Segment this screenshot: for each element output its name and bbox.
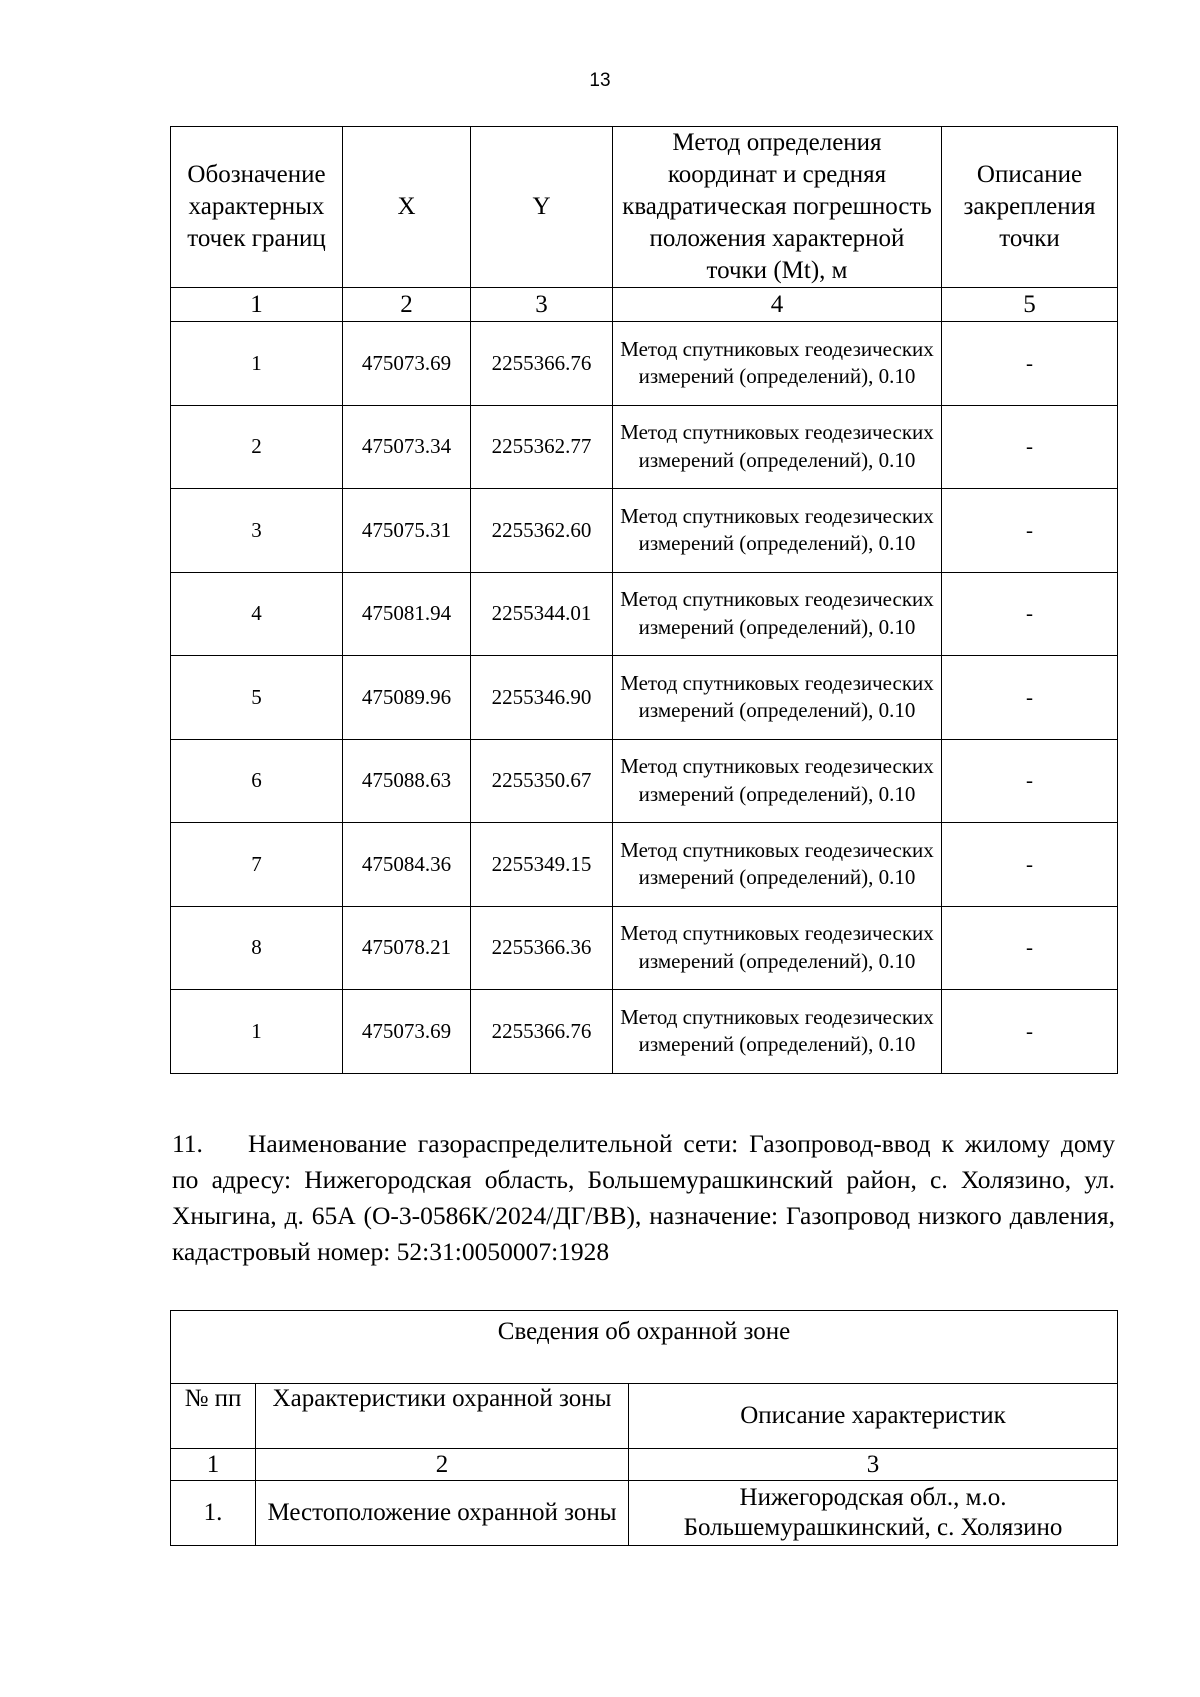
point-designation: 3 xyxy=(171,489,343,573)
header-method: Метод определения координат и средняя квадратическая погрешность положения характерной точки (Mt), м xyxy=(613,127,942,288)
header-point-designation: Обозначение характерных точек границ xyxy=(171,127,343,288)
column-number: 5 xyxy=(942,288,1118,322)
method: Метод спутниковых геодезических измерений (определений), 0.10 xyxy=(613,322,942,406)
method: Метод спутниковых геодезических измерений (определений), 0.10 xyxy=(613,906,942,990)
fixing-description: - xyxy=(942,656,1118,740)
column-number: 3 xyxy=(471,288,613,322)
column-number: 1 xyxy=(171,1449,256,1481)
fixing-description: - xyxy=(942,405,1118,489)
zone-table-header-row xyxy=(171,1384,1118,1449)
header-description: Описание закрепления точки xyxy=(942,127,1118,288)
coord-y: 2255350.67 xyxy=(471,739,613,823)
section-number: 11. xyxy=(172,1129,203,1158)
fixing-description: - xyxy=(942,739,1118,823)
coordinates-table xyxy=(170,126,1118,1074)
point-designation: 6 xyxy=(171,739,343,823)
point-designation: 5 xyxy=(171,656,343,740)
coord-x: 475089.96 xyxy=(343,656,471,740)
coord-x: 475088.63 xyxy=(343,739,471,823)
method: Метод спутниковых геодезических измерений (определений), 0.10 xyxy=(613,405,942,489)
table-row xyxy=(171,823,1118,907)
method: Метод спутниковых геодезических измерений (определений), 0.10 xyxy=(613,739,942,823)
fixing-description: - xyxy=(942,322,1118,406)
zone-table-title: Сведения об охранной зоне xyxy=(171,1311,1118,1384)
coord-y: 2255346.90 xyxy=(471,656,613,740)
coord-y: 2255349.15 xyxy=(471,823,613,907)
item-number: 1. xyxy=(171,1481,256,1546)
column-number: 3 xyxy=(629,1449,1118,1481)
coord-x: 475075.31 xyxy=(343,489,471,573)
coord-x: 475078.21 xyxy=(343,906,471,990)
point-designation: 2 xyxy=(171,405,343,489)
method: Метод спутниковых геодезических измерений (определений), 0.10 xyxy=(613,572,942,656)
table-row xyxy=(171,656,1118,740)
table-row xyxy=(171,405,1118,489)
point-designation: 1 xyxy=(171,322,343,406)
page-number: 13 xyxy=(589,70,611,91)
table-row xyxy=(171,739,1118,823)
table-row xyxy=(171,1481,1118,1546)
fixing-description: - xyxy=(942,990,1118,1074)
method: Метод спутниковых геодезических измерений (определений), 0.10 xyxy=(613,489,942,573)
section-text: Наименование газораспределительной сети: Газопровод-ввод к жилому дому по адресу: Нижегородская область, Большемурашкинский район, с. Холязино, ул. Хныгина, д. 65А (О-3-0586К/2024/ДГ/ВВ), назначение: Газопровод низкого давления, кадастровый номер: 52:31:0050007:1928 xyxy=(172,1129,1115,1266)
coord-y: 2255362.77 xyxy=(471,405,613,489)
protection-zone-table xyxy=(170,1310,1118,1546)
coord-y: 2255344.01 xyxy=(471,572,613,656)
coord-x: 475084.36 xyxy=(343,823,471,907)
method: Метод спутниковых геодезических измерений (определений), 0.10 xyxy=(613,656,942,740)
point-designation: 4 xyxy=(171,572,343,656)
fixing-description: - xyxy=(942,823,1118,907)
method: Метод спутниковых геодезических измерений (определений), 0.10 xyxy=(613,823,942,907)
fixing-description: - xyxy=(942,572,1118,656)
fixing-description: - xyxy=(942,906,1118,990)
coord-y: 2255366.76 xyxy=(471,322,613,406)
header-item-number: № пп xyxy=(171,1384,256,1449)
zone-column-number-row xyxy=(171,1449,1118,1481)
point-designation: 1 xyxy=(171,990,343,1074)
header-characteristic-description: Описание характеристик xyxy=(629,1384,1118,1449)
characteristic-description: Нижегородская обл., м.о. Большемурашкинский, с. Холязино xyxy=(629,1481,1118,1546)
fixing-description: - xyxy=(942,489,1118,573)
coord-x: 475073.69 xyxy=(343,322,471,406)
point-designation: 8 xyxy=(171,906,343,990)
point-designation: 7 xyxy=(171,823,343,907)
table-row xyxy=(171,990,1118,1074)
coord-x: 475073.69 xyxy=(343,990,471,1074)
method: Метод спутниковых геодезических измерений (определений), 0.10 xyxy=(613,990,942,1074)
header-x: X xyxy=(343,127,471,288)
table-row xyxy=(171,572,1118,656)
header-y: Y xyxy=(471,127,613,288)
coord-y: 2255366.36 xyxy=(471,906,613,990)
table-row xyxy=(171,489,1118,573)
coord-x: 475073.34 xyxy=(343,405,471,489)
coord-y: 2255362.60 xyxy=(471,489,613,573)
column-number-row xyxy=(171,288,1118,322)
characteristic: Местоположение охранной зоны xyxy=(256,1481,629,1546)
column-number: 4 xyxy=(613,288,942,322)
coord-x: 475081.94 xyxy=(343,572,471,656)
column-number: 1 xyxy=(171,288,343,322)
table-header-row xyxy=(171,127,1118,288)
column-number: 2 xyxy=(343,288,471,322)
coord-y: 2255366.76 xyxy=(471,990,613,1074)
zone-table-title-row xyxy=(171,1311,1118,1384)
table-row xyxy=(171,906,1118,990)
column-number: 2 xyxy=(256,1449,629,1481)
table-row xyxy=(171,322,1118,406)
header-characteristic: Характеристики охранной зоны xyxy=(256,1384,629,1449)
gas-network-section xyxy=(172,1126,1115,1270)
